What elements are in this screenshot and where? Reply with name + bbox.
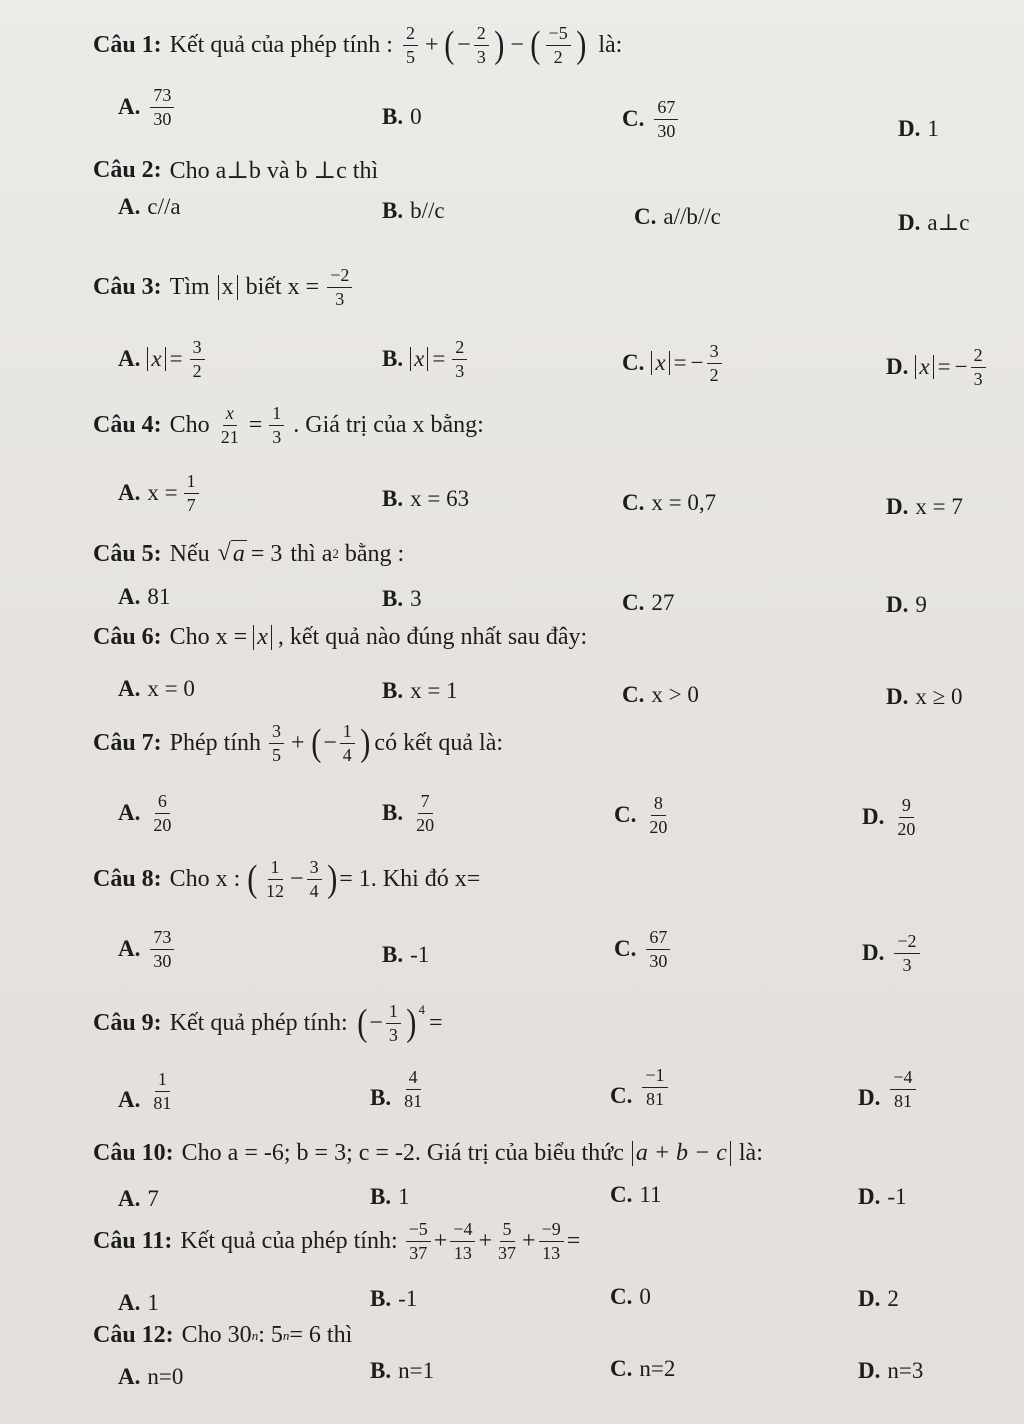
question-label: Câu 6: [93,624,162,650]
fraction: $\frac{3}{4}$ [307,858,322,901]
option-d[interactable]: D. n=3 [858,1358,924,1383]
fraction: $\frac{67}{30}$ [654,98,678,141]
fraction: $\frac{9}{20}$ [897,795,916,839]
question-label: Câu 2: [93,157,162,183]
question-10: Câu 10: Cho a = -6; b = 3; c = -2. Giá trị của biểu thức a + b − c là: [93,1139,763,1166]
option-b[interactable]: B. -1 [382,942,430,967]
option-d[interactable]: D. $\frac{-4}{81}$ [858,1068,919,1111]
option-c[interactable]: C. $\frac{67}{30}$ [614,928,673,971]
fraction: $\frac{-2}{3}$ [894,932,919,975]
question-text: Cho a⊥b và b ⊥c thì [169,158,379,184]
square-root: √ a [217,540,245,567]
question-text: Kết quả của phép tính : [169,31,393,58]
option-d[interactable]: D. x ≥ 0 [886,684,963,709]
option-a[interactable]: A. $\frac{6}{20}$ [118,792,177,835]
option-d[interactable]: D. x = 7 [886,494,963,519]
absolute-value: x [253,625,272,650]
question-8: Câu 8: Cho x : ( $\frac{1}{12}$ − $\frac{3}{4}$ ) = 1. Khi đó x= [93,857,481,901]
fraction: $\frac{3}{5}$ [269,722,284,765]
option-c[interactable]: C. $\frac{-1}{81}$ [610,1066,671,1109]
fraction: $\frac{-9}{13}$ [539,1220,564,1263]
fraction: $\frac{67}{30}$ [646,928,670,971]
absolute-value: x [218,275,238,300]
question-tail: là: [598,31,623,58]
option-b[interactable]: B. $\frac{7}{20}$ [382,792,440,835]
fraction: $\frac{6}{20}$ [153,791,172,835]
question-7: Câu 7: Phép tính $\frac{3}{5}$ + ( − $\frac{1}{4}$ ) có kết quả là: [93,721,504,765]
option-a[interactable]: A. 7 [118,1186,159,1211]
option-b[interactable]: B. 0 [382,104,422,129]
fraction: $\frac{-4}{13}$ [450,1220,475,1263]
option-d[interactable]: D. 9 [886,592,927,617]
question-9: Câu 9: Kết quả phép tính: ( − $\frac{1}{3}$ ) $^4$ = [93,1001,443,1045]
fraction: $\frac{1}{12}$ [266,857,285,901]
option-b[interactable]: B. b//c [382,198,445,223]
option-c[interactable]: C. n=2 [610,1356,676,1381]
question-5: Câu 5: Nếu √ a = 3 thì a 2 bằng : [93,540,405,567]
option-d[interactable]: D. -1 [858,1184,907,1209]
question-label: Câu 8: [93,865,162,892]
fraction: $\frac{4}{81}$ [404,1067,423,1111]
fraction: $\frac{x}{21}$ [220,403,239,447]
option-d[interactable]: D. 2 [858,1286,899,1311]
question-label: Câu 5: [93,540,162,567]
question-label: Câu 10: [93,1140,174,1166]
option-a[interactable]: A. n=0 [118,1364,184,1389]
option-a[interactable]: A. 1 [118,1290,159,1315]
fraction: $\frac{1}{7}$ [184,472,199,515]
option-a[interactable]: A. $\frac{73}{30}$ [118,86,177,129]
option-d[interactable]: D. 1 [898,116,939,141]
fraction: $\frac{8}{20}$ [649,793,668,837]
option-b[interactable]: B. n=1 [370,1358,435,1383]
fraction: $\frac{1}{81}$ [153,1069,172,1113]
question-2 [93,156,378,185]
fraction: $\frac{-1}{81}$ [642,1066,667,1109]
fraction: $\frac{3}{2}$ [190,338,205,381]
fraction: $\frac{-4}{81}$ [890,1068,915,1111]
option-b[interactable]: B. 1 [370,1184,410,1209]
fraction: $\frac{-5}{2}$ [546,24,571,67]
option-a[interactable]: A. x = 0 [118,676,195,701]
option-d[interactable]: D. $\frac{-2}{3}$ [862,932,923,975]
question-label: Câu 12: [93,1322,174,1348]
option-b[interactable]: B. 3 [382,586,422,611]
option-c[interactable]: C. 0 [610,1284,651,1309]
question-4: Câu 4: Cho $\frac{x}{21}$ = $\frac{1}{3}$ . Giá trị của x bằng: [93,403,484,447]
option-d[interactable]: D. a⊥c [898,210,970,235]
fraction: $\frac{2}{3}$ [474,24,489,67]
absolute-value: a + b − c [632,1141,731,1166]
option-b[interactable]: B. x = $\frac{2}{3}$ [382,338,470,381]
fraction: $\frac{7}{20}$ [416,791,435,835]
question-label: Câu 4: [93,411,162,438]
option-d[interactable]: D. $\frac{9}{20}$ [862,796,921,839]
option-a[interactable]: A. $\frac{73}{30}$ [118,928,177,971]
question-label: Câu 1: [93,31,162,58]
question-label: Câu 7: [93,729,162,756]
fraction: $\frac{3}{2}$ [707,342,722,385]
fraction: $\frac{1}{3}$ [269,404,284,447]
question-11: Câu 11: Kết quả của phép tính: $\frac{-5}{37}$ + $\frac{-4}{13}$ + $\frac{5}{37}$ + $\frac{-9}{13}$ = [93,1219,581,1263]
fraction: $\frac{73}{30}$ [150,928,174,971]
fraction: $\frac{73}{30}$ [150,86,174,129]
question-6: Câu 6: Cho x = x , kết quả nào đúng nhất sau đây: [93,623,588,650]
option-c[interactable]: C. 27 [622,590,675,615]
option-d[interactable]: D. x = − $\frac{2}{3}$ [886,346,989,389]
option-a[interactable]: A. 81 [118,584,171,609]
question-label: Câu 9: [93,1009,162,1036]
question-1: Câu 1: Kết quả của phép tính : $\frac{2}{5}$ + ( − $\frac{2}{3}$ ) − ( $\frac{-5}{2}$ ) là: [93,23,623,67]
option-c[interactable]: C. a//b//c [634,204,721,229]
fraction: $\frac{-2}{3}$ [327,266,352,309]
option-a[interactable]: A. x = $\frac{1}{7}$ [118,472,202,515]
fraction: $\frac{2}{3}$ [971,346,986,389]
option-b[interactable]: B. $\frac{4}{81}$ [370,1068,428,1111]
option-a[interactable]: A. x = $\frac{3}{2}$ [118,338,208,381]
fraction: $\frac{5}{37}$ [498,1219,517,1263]
fraction: $\frac{1}{4}$ [340,722,355,765]
fraction: $\frac{1}{3}$ [386,1002,401,1045]
option-a[interactable]: A. $\frac{1}{81}$ [118,1070,177,1113]
fraction: $\frac{2}{3}$ [452,338,467,381]
option-c[interactable]: C. 11 [610,1182,662,1207]
fraction: $\frac{2}{5}$ [403,24,418,67]
question-12: Câu 12: Cho 30 n : 5 n = 6 thì [93,1322,353,1348]
option-c[interactable]: C. x = 0,7 [622,490,717,515]
question-label: Câu 11: [93,1227,173,1254]
option-a[interactable]: A. c//a [118,194,181,219]
question-label: Câu 3: [93,273,162,300]
option-b[interactable]: B. x = 1 [382,678,458,703]
option-b[interactable]: B. -1 [370,1286,418,1311]
option-c[interactable]: C. $\frac{8}{20}$ [614,794,673,837]
option-c[interactable]: C. x > 0 [622,682,699,707]
question-3: Câu 3: Tìm x biết x = $\frac{-2}{3}$ [93,266,355,309]
option-b[interactable]: B. x = 63 [382,486,470,511]
fraction: $\frac{-5}{37}$ [406,1220,431,1263]
option-c[interactable]: C. $\frac{67}{30}$ [622,98,681,141]
option-c[interactable]: C. x = − $\frac{3}{2}$ [622,342,725,385]
